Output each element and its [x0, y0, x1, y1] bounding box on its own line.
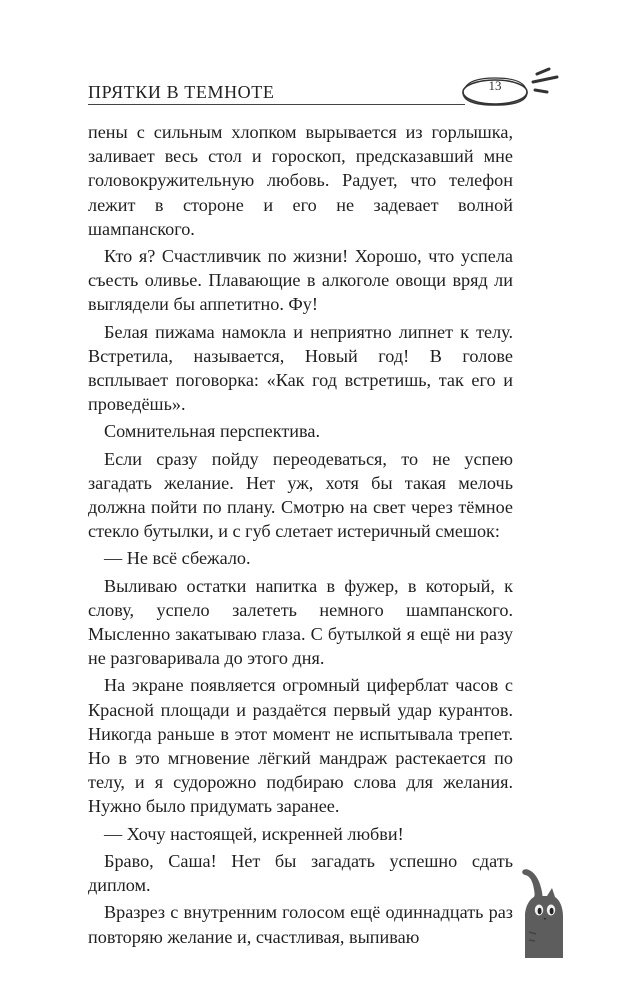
page-number: 13 — [488, 78, 502, 93]
paragraph: На экране появляется огромный циферблат часов с Красной площади и раздаётся первый удар курантов. Никогда раньше в этот момент не испытывала трепет. Но в это мгновение лёгкий мандраж растекается по телу, и я судорожно подбираю слова для желания. Нужно было придумать заранее. — [88, 675, 513, 817]
dialogue-line: — Не всё сбежало. — [104, 548, 251, 569]
paragraph: Сомнительная перспектива. — [104, 421, 320, 442]
running-title: ПРЯТКИ В ТЕМНОТЕ — [88, 82, 275, 102]
page-number-badge — [460, 72, 532, 110]
paragraph: пены с сильным хлопком вырывается из горлышка, заливает весь стол и гороскоп, предсказавший мне головокружительную любовь. Радует, что телефон лежит в стороне и его не задевает волной шампанского. — [88, 122, 513, 239]
paragraph: Кто я? Счастливчик по жизни! Хорошо, что успела съесть оливье. Плавающие в алкоголе овощи вряд ли выглядели бы аппетитно. Фу! — [88, 246, 513, 315]
spark-lines-icon — [529, 66, 565, 100]
peeking-cat-icon — [516, 854, 566, 958]
dialogue-line: — Хочу настоящей, искренней любви! — [104, 823, 404, 844]
paragraph: Если сразу пойду переодеваться, то не успею загадать желание. Нет уж, хотя бы такая мелочь должна пойти по плану. Смотрю на свет через тёмное стекло бутылки, и с губ слетает истеричный смешок: — [88, 448, 513, 542]
body-text — [88, 120, 513, 952]
paragraph: Вразрез с внутренним голосом ещё одиннадцать раз повторяю желание и, счастливая, выпиваю — [88, 902, 513, 947]
paragraph: Браво, Саша! Нет бы загадать успешно сдать диплом. — [88, 850, 513, 896]
header-rule — [88, 104, 465, 105]
paragraph: Выливаю остатки напитка в фужер, в который, к слову, успело залететь немного шампанского. Мысленно закатываю глаза. С бутылкой я ещё ни разу не разговаривала до этого дня. — [88, 575, 513, 669]
paragraph: Белая пижама намокла и неприятно липнет к телу. Встретила, называется, Новый год! В голове всплывает поговорка: «Как год встретишь, так его и проведёшь». — [88, 321, 513, 415]
